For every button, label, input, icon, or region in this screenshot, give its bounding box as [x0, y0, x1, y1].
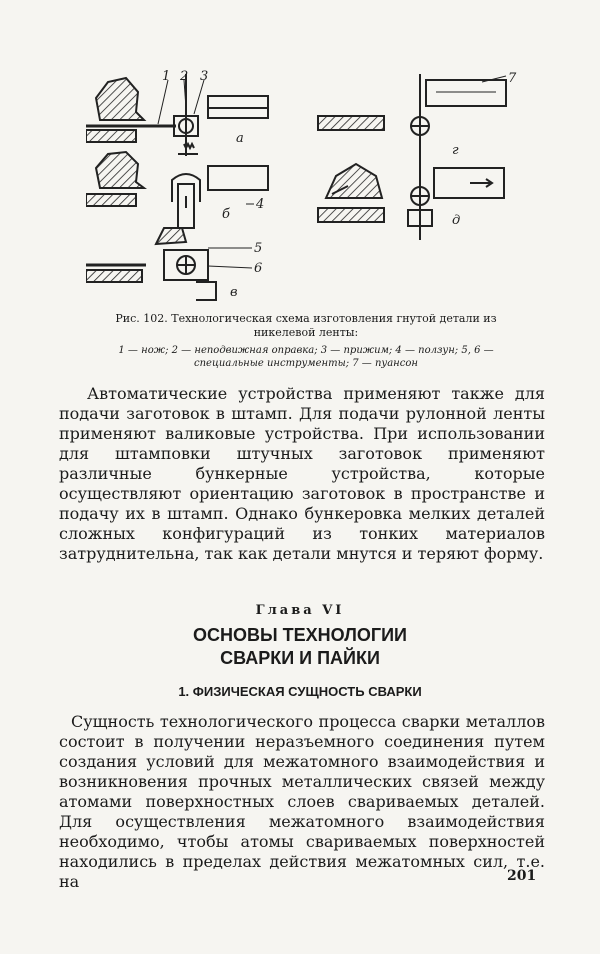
paragraph-text: Сущность технологического процесса сварки металлов состоит в получении неразъемного соединения путем создания условий для межатомного взаимодействия и возникновения прочных металлических связей между атомами поверхностных слоев свариваемых деталей. Для осуществления межатомного взаимодействия необходимо, чтобы атомы свариваемых поверхностей находились в пределах действия межатомных сил, т.е. на: [59, 712, 545, 891]
label-g: г: [452, 143, 459, 158]
figure-102: [86, 68, 528, 304]
label-a: а: [236, 131, 244, 146]
section-title: 1. ФИЗИЧЕСКАЯ СУЩНОСТЬ СВАРКИ: [178, 684, 422, 699]
page-number: 201: [507, 868, 537, 884]
body-paragraph-1: [59, 384, 545, 564]
chapter-title: [0, 624, 600, 670]
label-1: 1: [162, 69, 171, 84]
figure-caption: Рис. 102. Технологическая схема изготовления гнутой детали из никелевой ленты:: [115, 312, 497, 339]
label-d: д: [452, 213, 461, 228]
label-6: 6: [254, 261, 263, 276]
paragraph-text: Автоматические устройства применяют также для подачи заготовок в штамп. Для подачи рулонной ленты применяют валиковые устройства. При использовании для штамповки штучных заготовок применяют различные бункерные устройства, которые осуществляют ориентацию заготовок в пространстве и подачу их в штамп. Однако бункеровка мелких деталей сложных конфигураций из тонких материалов затруднительна, так как детали мнутся и теряют форму.: [59, 384, 545, 563]
label-v: в: [230, 285, 238, 300]
label-2: 2: [180, 69, 189, 84]
chapter-label: Глава VI: [255, 603, 345, 618]
body-paragraph-2: [59, 712, 545, 892]
label-b: б: [222, 207, 230, 222]
label-3: 3: [200, 69, 209, 84]
label-5: 5: [254, 241, 263, 256]
chapter-title-line-1: ОСНОВЫ ТЕХНОЛОГИИ: [193, 625, 407, 645]
label-4: 4: [256, 197, 265, 212]
technological-scheme-drawing: [86, 68, 528, 304]
label-7: 7: [508, 71, 517, 86]
figure-legend: 1 — нож; 2 — неподвижная оправка; 3 — прижим; 4 — ползун; 5, 6 — специальные инструменты; 7 — пуансон: [118, 345, 494, 369]
chapter-title-line-2: СВАРКИ И ПАЙКИ: [220, 648, 380, 668]
